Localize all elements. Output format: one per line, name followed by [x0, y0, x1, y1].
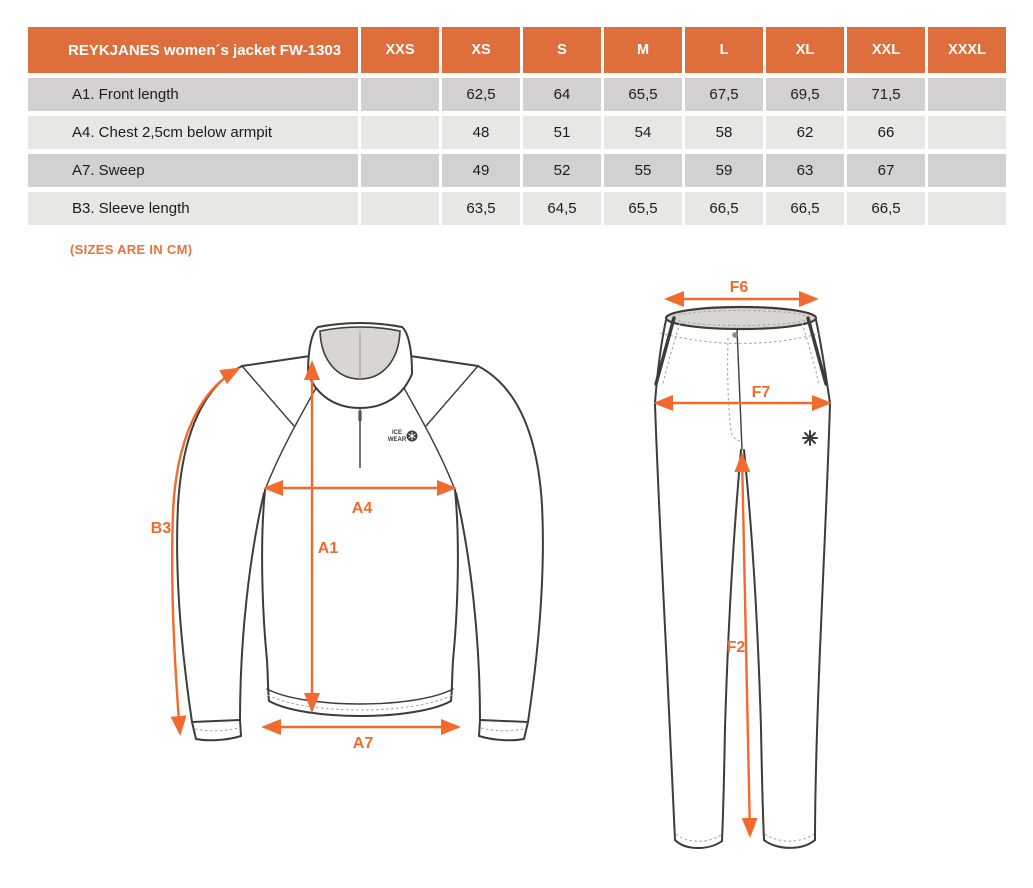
- column-header-l: L: [685, 27, 763, 73]
- measure-label-f2: F2: [726, 639, 746, 656]
- left-panel-seam: [242, 366, 294, 426]
- snowflake-icon: [803, 431, 817, 445]
- size-value-cell: 54: [604, 116, 682, 149]
- measure-arrow-b3: [172, 369, 238, 733]
- left-hem: [675, 840, 722, 848]
- size-value-cell: 51: [523, 116, 601, 149]
- right-sleeve-outer: [478, 366, 543, 722]
- measure-label-a4: A4: [351, 500, 373, 517]
- jacket-diagram-svg: [140, 300, 580, 760]
- size-value-cell: 67: [847, 154, 925, 187]
- left-sleeve-inner: [240, 493, 264, 720]
- size-value-cell: 66,5: [766, 192, 844, 225]
- right-shoulder-line: [410, 356, 478, 366]
- column-header-xxxl: XXXL: [928, 27, 1006, 73]
- waist-opening: [666, 307, 816, 329]
- left-hem-stitch: [676, 834, 721, 841]
- row-label: A7. Sweep: [28, 154, 358, 187]
- measure-label-f6: F6: [729, 279, 749, 296]
- size-value-cell: [928, 116, 1006, 149]
- size-value-cell: 64: [523, 78, 601, 111]
- size-value-cell: [928, 154, 1006, 187]
- right-hem-stitch: [765, 834, 814, 841]
- logo-text-line1: ICE: [391, 430, 403, 436]
- size-value-cell: 49: [442, 154, 520, 187]
- pants-measure-arrows: [656, 279, 829, 835]
- row-label: A4. Chest 2,5cm below armpit: [28, 116, 358, 149]
- column-header-xs: XS: [442, 27, 520, 73]
- measure-label-b3: B3: [150, 520, 172, 537]
- size-value-cell: 64,5: [523, 192, 601, 225]
- size-table: [28, 27, 1006, 225]
- right-cuff: [479, 720, 528, 740]
- size-value-cell: [361, 78, 439, 111]
- left-raglan-seam: [265, 388, 316, 490]
- size-value-cell: [361, 116, 439, 149]
- table-title: REYKJANES women´s jacket FW-1303: [28, 27, 358, 73]
- column-header-xxs: XXS: [361, 27, 439, 73]
- size-value-cell: 62: [766, 116, 844, 149]
- measure-label-a1: A1: [317, 540, 339, 557]
- size-value-cell: 67,5: [685, 78, 763, 111]
- row-label: B3. Sleeve length: [28, 192, 358, 225]
- size-value-cell: [361, 192, 439, 225]
- waist-button: [732, 332, 738, 338]
- size-value-cell: 58: [685, 116, 763, 149]
- left-cuff: [192, 720, 241, 740]
- jacket-outline: [177, 323, 543, 740]
- size-value-cell: 66,5: [685, 192, 763, 225]
- size-value-cell: [361, 154, 439, 187]
- measure-label-f7: F7: [751, 384, 771, 401]
- pants-diagram-svg: [640, 278, 852, 870]
- column-header-m: M: [604, 27, 682, 73]
- left-sleeve-outer: [177, 366, 242, 722]
- column-header-xl: XL: [766, 27, 844, 73]
- size-value-cell: 52: [523, 154, 601, 187]
- size-value-cell: 71,5: [847, 78, 925, 111]
- size-value-cell: 63: [766, 154, 844, 187]
- waistband-stitch: [660, 333, 822, 344]
- size-value-cell: [928, 192, 1006, 225]
- left-leg-outer: [655, 320, 675, 840]
- center-front-seam: [737, 329, 742, 449]
- right-sleeve-inner: [456, 493, 480, 720]
- row-label: A1. Front length: [28, 78, 358, 111]
- size-value-cell: 65,5: [604, 78, 682, 111]
- brand-logo: [388, 430, 418, 443]
- pants-outline: [655, 307, 830, 848]
- size-value-cell: 69,5: [766, 78, 844, 111]
- logo-text-line2: WEAR: [387, 437, 407, 443]
- size-value-cell: 48: [442, 116, 520, 149]
- jacket-body: [262, 490, 458, 716]
- size-value-cell: 66,5: [847, 192, 925, 225]
- left-shoulder-line: [242, 356, 310, 366]
- column-header-s: S: [523, 27, 601, 73]
- units-note: (SIZES ARE IN CM): [70, 242, 193, 257]
- right-panel-seam: [426, 366, 478, 426]
- right-leg-outer: [815, 320, 830, 840]
- measure-label-a7: A7: [352, 735, 374, 752]
- size-value-cell: [928, 78, 1006, 111]
- size-value-cell: 63,5: [442, 192, 520, 225]
- column-header-xxl: XXL: [847, 27, 925, 73]
- size-value-cell: 59: [685, 154, 763, 187]
- size-value-cell: 66: [847, 116, 925, 149]
- size-value-cell: 55: [604, 154, 682, 187]
- size-value-cell: 62,5: [442, 78, 520, 111]
- size-value-cell: 65,5: [604, 192, 682, 225]
